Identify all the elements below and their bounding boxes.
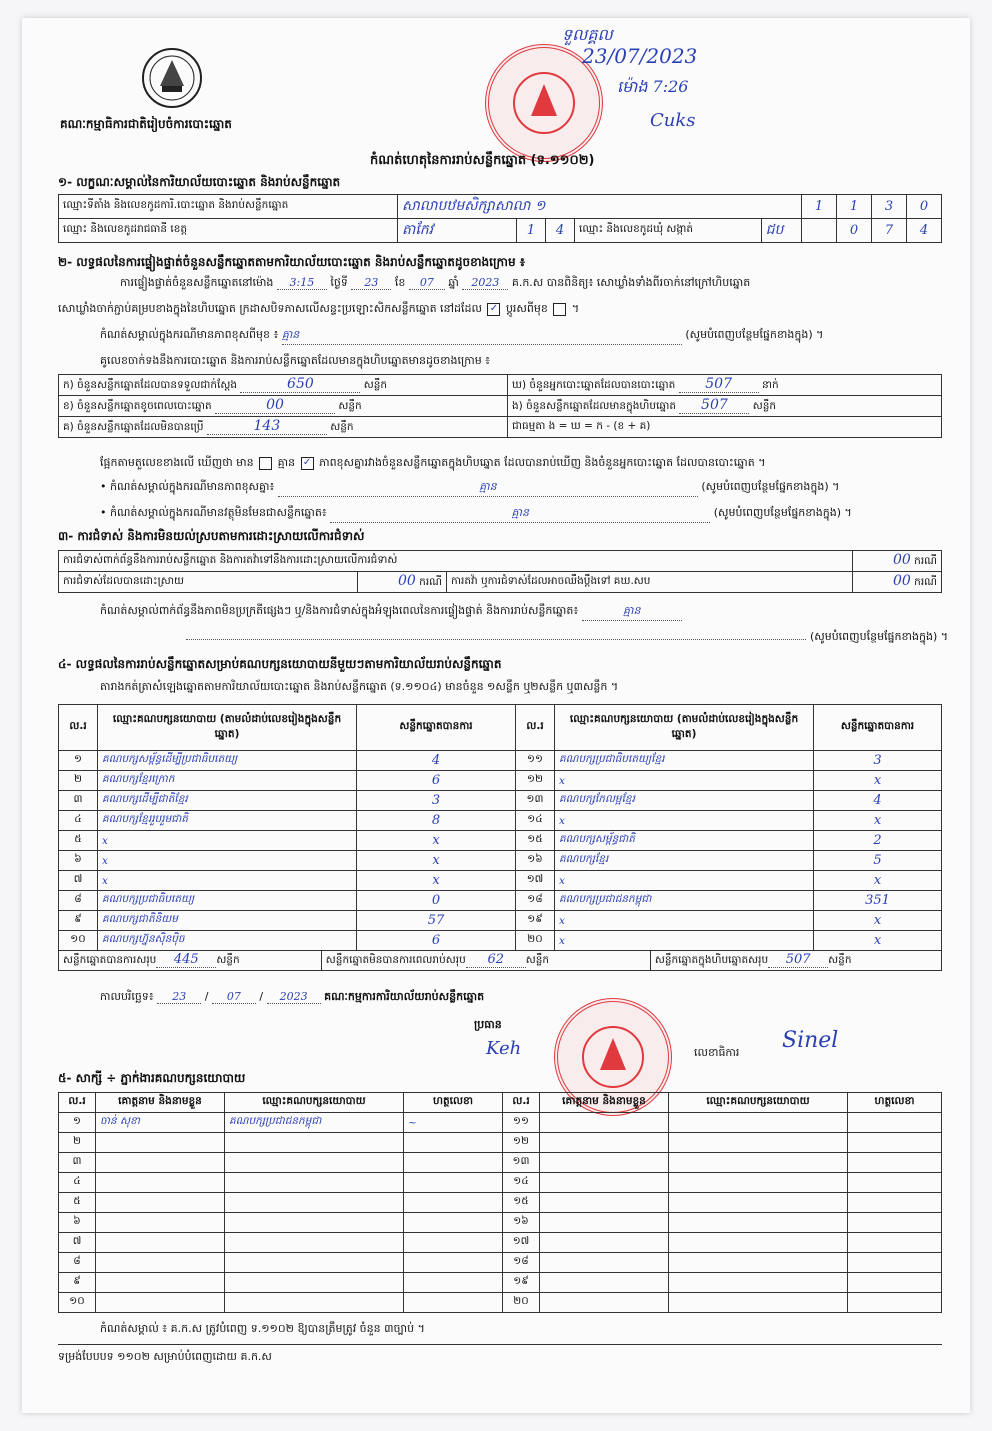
party-number: ៤ <box>59 811 98 831</box>
verification-line: ការផ្ទៀងផ្ទាត់ចំនួនសន្លឹកឆ្នោតនៅម៉ោង 3:15 ថ្ងៃទី 23 ខែ 07 ឆ្នាំ 2023 គ.ក.ស បានពិនិត្យ៖ សោឃ្លាំងទាំងពីរចាក់នៅក្រៅហិបឆ្នោត <box>120 276 751 289</box>
party-number: ៩ <box>59 911 98 931</box>
party-name: គណបក្សប្រជាធិបតេយ្យខ្មែរ <box>555 751 814 771</box>
party-votes: 5 <box>814 851 942 871</box>
note1-value: គ្មាន <box>282 328 682 345</box>
section4-heading: ៤- លទ្ធផលនៃការរាប់សន្លឹកឆ្នោតសម្រាប់គណបក្សនយោបាយនីមួយៗតាមការិយាល័យរាប់សន្លឹកឆ្នោត <box>58 657 502 671</box>
secretary-signature: Sinel <box>782 1028 839 1053</box>
witness-number: ១១ <box>503 1113 540 1133</box>
witness-number: ១៦ <box>503 1213 540 1233</box>
bullet1-value: គ្មាន <box>278 480 698 497</box>
party-name: គណបក្សជាតិនិយម <box>98 911 357 931</box>
witness-party <box>669 1133 848 1153</box>
witness-signature <box>404 1293 503 1313</box>
witness-number: ១០ <box>59 1293 96 1313</box>
party-name: x <box>555 911 814 931</box>
witness-signature <box>404 1153 503 1173</box>
received-label: ក) ចំនួនសន្លឹកឆ្នោតដែលបានទទួលជាក់ស្តែង <box>63 379 238 391</box>
witness-row <box>59 1293 942 1313</box>
witness-name <box>96 1133 225 1153</box>
witness-party <box>225 1233 404 1253</box>
results-row <box>59 791 942 811</box>
commune-code-3: 4 <box>907 219 942 243</box>
party-votes: 4 <box>814 791 942 811</box>
committee-name: គណៈកម្មាធិការជាតិរៀបចំការបោះឆ្នោត <box>60 117 232 131</box>
party-number: ១៨ <box>516 891 555 911</box>
location-table <box>58 194 942 243</box>
bullet2-line: • កំណត់សម្គាល់ក្នុងករណីមានវត្ថុមិនមែនជាសន្លឹកឆ្នោត៖ គ្មាន (សូមបំពេញបន្ថែមផ្នែកខាងក្នុង) ។ <box>100 506 950 523</box>
party-number: ២០ <box>516 931 555 951</box>
witness-number: ១៤ <box>503 1173 540 1193</box>
note1-line: កំណត់សម្គាល់ក្នុងករណីមានភាពខុសពីមុខ ៖ គ្មាន (សូមបំពេញបន្ថែមផ្នែកខាងក្នុង) ។ <box>100 328 950 345</box>
witness-body <box>59 1113 942 1313</box>
party-number: ១២ <box>516 771 555 791</box>
spoiled-label: ខ) ចំនួនសន្លឹកឆ្នោតខូចពេលបោះឆ្នោត <box>63 400 212 412</box>
witness-signature <box>404 1193 503 1213</box>
section4-intro: តារាងកត់ត្រាសំឡេងឆ្នោតតាមការិយាល័យបោះឆ្នោត និងរាប់សន្លឹកឆ្នោត (ទ.១១០៤) មានចំនួន ១សន្លឹក ឬ២សន្លឹក ឬ៣សន្លឹក ។ <box>100 680 619 693</box>
party-number: ១៥ <box>516 831 555 851</box>
unused-value: 143 <box>207 418 327 435</box>
witness-signature <box>848 1233 942 1253</box>
party-number: ១១ <box>516 751 555 771</box>
witness-number: ១៩ <box>503 1273 540 1293</box>
commune-name: ជប <box>765 222 784 238</box>
section5-heading: ៥- សាក្សី ÷ ភ្នាក់ងារគណបក្សនយោបាយ <box>58 1071 246 1085</box>
date-day: 23 <box>157 990 201 1004</box>
party-name: គណបក្សហ្វ៊ុនស៊ិនប៉ិច <box>98 931 357 951</box>
witness-number: ៩ <box>59 1273 96 1293</box>
witness-signature <box>404 1173 503 1193</box>
witness-number: ៣ <box>59 1153 96 1173</box>
witness-number: ១៣ <box>503 1153 540 1173</box>
objection-label: ការជំទាស់ពាក់ព័ន្ធនឹងការរាប់សន្លឹកឆ្នោត និងការតវ៉ាទៅនឹងការដោះស្រាយលើការជំទាស់ <box>59 551 853 572</box>
party-number: ៦ <box>59 851 98 871</box>
witness-name <box>540 1153 669 1173</box>
witness-number: ១៧ <box>503 1233 540 1253</box>
party-name: x <box>98 851 357 871</box>
form-title: កំណត់ហេតុនៃការរាប់សន្លឹកឆ្នោត (ទ.១១០២) <box>370 153 595 168</box>
witness-row <box>59 1193 942 1213</box>
witness-party <box>225 1193 404 1213</box>
stamp-emblem-icon <box>578 1022 648 1092</box>
witness-name <box>540 1253 669 1273</box>
party-name: គណបក្សខ្មែររួបរួមជាតិ <box>98 811 357 831</box>
results-row <box>59 911 942 931</box>
seal-ok-checkbox[interactable]: ✓ <box>487 303 500 316</box>
witness-name <box>540 1193 669 1213</box>
section1-heading: ១- លក្ខណៈសម្គាល់នៃការិយាល័យបោះឆ្នោត និងរាប់សន្លឹកឆ្នោត <box>58 175 341 189</box>
party-number: ១៣ <box>516 791 555 811</box>
ballot-count-table: ក) ចំនួនសន្លឹកឆ្នោតដែលបានទទួលជាក់ស្តែង 650 សន្លឹក ឃ) ចំនួនអ្នកបោះឆ្នោតដែលបានបោះឆ្នោត 507 នាក់ ខ) ចំនួនសន្លឹកឆ្នោតខូចពេលបោះឆ្នោត 00 សន្លឹក ង) ចំនួនសន្លឹកឆ្នោតដែលមានក្នុងហិបឆ្នោត 507 សន្លឹក គ) ចំនួនសន្លឹកឆ្នោតដែលមិនបានប្រើ 143 សន្លឹក ជាធម្មតា ង = ឃ = ក - (ខ + គ) <box>58 374 942 438</box>
witness-party <box>669 1253 848 1273</box>
province-name: តាកែវ <box>398 219 517 243</box>
witness-signature <box>404 1133 503 1153</box>
date-line: កាលបរិច្ឆេទ៖ 23 / 07 / 2023 គណៈកម្មការការិយាល័យរាប់សន្លឹកឆ្នោត <box>100 990 485 1003</box>
province-code-2: 4 <box>546 219 575 242</box>
results-body <box>59 751 942 951</box>
discrepancy-line: ផ្អែកតាមតួលេខខាងលើ ឃើញថា មាន គ្មាន ✓ ភាពខុសគ្នារវាងចំនួនសន្លឹកឆ្នោតក្នុងហិបឆ្នោត ដែលបានរាប់ឃើញ និងចំនួនអ្នកបោះឆ្នោត ដែលបានបោះឆ្នោត ។ <box>100 456 766 469</box>
verification-day: 23 <box>351 276 391 290</box>
witness-party <box>225 1273 404 1293</box>
witness-signature <box>404 1273 503 1293</box>
witness-number: ១ <box>59 1113 96 1133</box>
in-box-label: ង) ចំនួនសន្លឹកឆ្នោតដែលមានក្នុងហិបឆ្នោត <box>512 400 677 412</box>
witness-signature <box>848 1113 942 1133</box>
party-votes: x <box>814 771 942 791</box>
witness-party <box>669 1153 848 1173</box>
seal-changed-checkbox[interactable] <box>553 303 566 316</box>
witness-party <box>669 1213 848 1233</box>
witness-name: ចាន់ សុខា <box>96 1113 225 1133</box>
witness-party <box>669 1113 848 1133</box>
witness-number: ៥ <box>59 1193 96 1213</box>
party-votes: 2 <box>814 831 942 851</box>
witness-name <box>540 1133 669 1153</box>
party-name: x <box>555 811 814 831</box>
discrepancy-none-checkbox[interactable]: ✓ <box>301 457 314 470</box>
witness-signature <box>404 1233 503 1253</box>
witness-party <box>669 1233 848 1253</box>
witness-name <box>540 1233 669 1253</box>
results-row <box>59 811 942 831</box>
results-row <box>59 871 942 891</box>
witness-signature <box>848 1193 942 1213</box>
witness-signature <box>848 1253 942 1273</box>
unused-label: គ) ចំនួនសន្លឹកឆ្នោតដែលមិនបានប្រើ <box>63 421 204 433</box>
results-row <box>59 891 942 911</box>
party-votes: 3 <box>357 791 516 811</box>
secretary-label: លេខាធិការ <box>694 1046 740 1059</box>
province-label: ឈ្មោះ និងលេខកូដរាជធានី ខេត្ត <box>59 219 398 243</box>
verification-month: 07 <box>409 276 445 290</box>
witness-number: ៤ <box>59 1173 96 1193</box>
footnote: កំណត់សម្គាល់ ៖ គ.ក.ស ត្រូវបំពេញ ទ.១១០២ ឱ្យបានត្រឹមត្រូវ ចំនួន ៣ច្បាប់ ។ <box>100 1322 425 1335</box>
verification-year: 2023 <box>462 276 508 290</box>
total-in-box: 507 <box>768 952 828 968</box>
witness-party <box>225 1213 404 1233</box>
nec-emblem-icon <box>140 46 204 110</box>
witness-name <box>96 1273 225 1293</box>
discrepancy-yes-checkbox[interactable] <box>259 457 272 470</box>
party-name: x <box>98 871 357 891</box>
stamp-emblem-icon <box>509 68 579 138</box>
party-votes: x <box>814 811 942 831</box>
results-row <box>59 851 942 871</box>
witness-party <box>225 1133 404 1153</box>
bullet2-value: គ្មាន <box>330 506 710 523</box>
party-number: ១ <box>59 751 98 771</box>
witness-name <box>96 1153 225 1173</box>
signature-top: Cuks <box>650 110 696 131</box>
witness-name <box>540 1213 669 1233</box>
party-votes: x <box>814 871 942 891</box>
location-code-3: 3 <box>872 195 907 219</box>
witness-signature <box>848 1293 942 1313</box>
witness-party <box>669 1293 848 1313</box>
results-row <box>59 751 942 771</box>
verification-time: 3:15 <box>277 276 327 290</box>
commune-code-1: 0 <box>837 219 872 243</box>
party-name: គណបក្សកែលម្អខ្មែរ <box>555 791 814 811</box>
witness-number: ២០ <box>503 1293 540 1313</box>
witness-number: ១៨ <box>503 1253 540 1273</box>
party-votes: x <box>357 871 516 891</box>
witness-party <box>669 1273 848 1293</box>
party-number: ៣ <box>59 791 98 811</box>
objection-value: 00 <box>893 552 911 568</box>
witness-name <box>540 1113 669 1133</box>
results-row <box>59 931 942 951</box>
section3-heading: ៣- ការជំទាស់ និងការមិនយល់ស្របតាមការដោះស្រាយលើការជំទាស់ <box>58 529 365 543</box>
witness-party <box>225 1173 404 1193</box>
chair-label: ប្រធាន <box>474 1018 502 1031</box>
seal-check-line: សោឃ្លាំងចាក់ភ្ជាប់គម្របខាងក្នុងនៃហិបឆ្នោត ក្រដាសបិទភាសលើសន្ទះប្រឡោះសិកសន្លឹកឆ្នោត នៅដដែល ✓ ប្តូរសពីមុខ ។ <box>58 302 580 315</box>
witness-row <box>59 1273 942 1293</box>
party-number: ១៦ <box>516 851 555 871</box>
witness-row <box>59 1253 942 1273</box>
witness-signature <box>848 1133 942 1153</box>
spoiled-value: 00 <box>215 397 335 414</box>
handwritten-date: 23/07/2023 <box>582 44 698 68</box>
location-code-1: 1 <box>802 195 837 219</box>
voters-value: 507 <box>679 376 759 393</box>
party-votes: x <box>357 831 516 851</box>
appeal-value: 00 <box>893 573 911 589</box>
witness-signature: ~ <box>404 1113 503 1133</box>
witness-name <box>540 1173 669 1193</box>
party-votes: 6 <box>357 771 516 791</box>
party-votes: 351 <box>814 891 942 911</box>
party-votes: 0 <box>357 891 516 911</box>
party-votes: 6 <box>357 931 516 951</box>
witness-table: ល.រ គោត្តនាម និងនាមខ្លួន ឈ្មោះគណបក្សនយោបាយ ហត្ថលេខា ល.រ គោត្តនាម និងនាមខ្លួន ឈ្មោះគណបក្សនយោបាយ ហត្ថលេខា ១ ចាន់ សុខា គណបក្សប្រជាជនកម្ពុជា ~ ១១ ២ ១២ ៣ ១៣ ៤ ១៤ ៥ ១៥ ៦ ១៦ ៧ ១៧ ៨ ១៨ ៩ ១៩ ១០ ២០ <box>58 1092 942 1313</box>
witness-party <box>225 1153 404 1173</box>
total-valid: 445 <box>156 952 216 968</box>
total-invalid: 62 <box>466 952 526 968</box>
witness-name <box>540 1293 669 1313</box>
party-number: ៧ <box>59 871 98 891</box>
witness-row <box>59 1233 942 1253</box>
chair-signature: Keh <box>486 1038 522 1059</box>
bullet1-line: • កំណត់សម្គាល់ក្នុងករណីមានភាពខុសគ្នា៖ គ្មាន (សូមបំពេញបន្ថែមផ្នែកខាងក្នុង) ។ <box>100 480 950 497</box>
party-name: x <box>98 831 357 851</box>
witness-name <box>96 1293 225 1313</box>
results-row <box>59 831 942 851</box>
received-value: 650 <box>240 376 360 393</box>
party-number: ៥ <box>59 831 98 851</box>
party-votes: x <box>814 931 942 951</box>
witness-party <box>669 1193 848 1213</box>
witness-name <box>96 1213 225 1233</box>
party-name: គណបក្សសម្ព័ន្ធជាតិ <box>555 831 814 851</box>
party-name: គណបក្សខ្មែរ <box>555 851 814 871</box>
party-name: គណបក្សប្រជាធិបតេយ្យ <box>98 891 357 911</box>
witness-number: ១២ <box>503 1133 540 1153</box>
party-number: ១៩ <box>516 911 555 931</box>
party-number: ៨ <box>59 891 98 911</box>
party-name: x <box>555 771 814 791</box>
party-name: គណបក្សសម្ព័ន្ធដើម្បីប្រជាធិបតេយ្យ <box>98 751 357 771</box>
voters-label: ឃ) ចំនួនអ្នកបោះឆ្នោតដែលបានបោះឆ្នោត <box>512 379 676 391</box>
form-note: ទម្រង់បែបបទ ១១០២ សម្រាប់បំពេញដោយ គ.ក.ស <box>58 1350 272 1363</box>
section3-note-value: គ្មាន <box>582 604 682 621</box>
party-votes: x <box>357 851 516 871</box>
witness-number: ១៥ <box>503 1193 540 1213</box>
location-label: ឈ្មោះទីតាំង និងលេខកូដការិ.បោះឆ្នោត និងរាប់សន្លឹកឆ្នោត <box>59 195 398 219</box>
witness-name <box>540 1273 669 1293</box>
province-code-1: 1 <box>517 219 546 243</box>
resolved-value: 00 <box>398 573 416 589</box>
party-name: គណបក្សខ្មែរក្រោក <box>98 771 357 791</box>
witness-signature <box>848 1153 942 1173</box>
results-table: ល.រ ឈ្មោះគណបក្សនយោបាយ (តាមលំដាប់លេខរៀងក្នុងសន្លឹកឆ្នោត) សន្លឹកឆ្នោតបានការ ល.រ ឈ្មោះគណបក្សនយោបាយ (តាមលំដាប់លេខរៀងក្នុងសន្លឹកឆ្នោត) សន្លឹកឆ្នោតបានការ ១ គណបក្សសម្ព័ន្ធដើម្បីប្រជាធិបតេយ្យ 4 ១១ គណបក្សប្រជាធិបតេយ្យខ្មែរ 3 ២ គណបក្សខ្មែរក្រោក 6 ១២ x x ៣ គណបក្សដើម្បីជាតិខ្មែរ 3 ១៣ គណបក្សកែលម្អខ្មែរ 4 ៤ គណបក្សខ្មែររួបរួមជាតិ 8 ១៤ x x ៥ x x ១៥ គណបក្សសម្ព័ន្ធជាតិ 2 ៦ x x ១៦ គណបក្សខ្មែរ 5 ៧ x x ១៧ x x ៨ គណបក្សប្រជាធិបតេយ្យ 0 ១៨ គណបក្សប្រជាជនកម្ពុជា 351 ៩ គណបក្សជាតិនិយម 57 ១៩ x x ១០ គណបក្សហ្វ៊ុនស៊ិនប៉ិច 6 ២០ x x សន្លឹកឆ្នោតបានការសរុប 445 សន្លឹក សន្លឹកឆ្នោតមិនបានការពេលរាប់សរុប 62 សន្លឹក សន្លឹកឆ្នោតក្នុងហិបឆ្នោតសរុប 507 សន្លឹក <box>58 704 942 971</box>
party-name: x <box>555 871 814 891</box>
resolved-label: ការជំទាស់ដែលបានដោះស្រាយ <box>59 572 358 593</box>
witness-signature <box>848 1213 942 1233</box>
witness-signature <box>848 1273 942 1293</box>
witness-row <box>59 1173 942 1193</box>
witness-party <box>225 1253 404 1273</box>
witness-row <box>59 1133 942 1153</box>
witness-name <box>96 1173 225 1193</box>
formula: ជាធម្មតា ង = ឃ = ក - (ខ + គ) <box>508 417 942 438</box>
location-code-2: 1 <box>837 195 872 219</box>
section2-heading: ២- លទ្ធផលនៃការផ្ទៀងផ្ទាត់ចំនួនសន្លឹកឆ្នោតតាមការិយាល័យបោះឆ្នោត និងរាប់សន្លឹកឆ្នោតដូចខាងក្រោម ៖ <box>58 255 526 269</box>
date-month: 07 <box>212 990 256 1004</box>
witness-party <box>225 1293 404 1313</box>
form-page: គណៈកម្មាធិការជាតិរៀបចំការបោះឆ្នោត ទួលគ្គល 23/07/2023 ម៉ោង 7:26 Cuks កំណត់ហេតុនៃការរាប់សន្លឹកឆ្នោត (ទ.១១០២) ១- លក្ខណៈសម្គាល់នៃការិយាល័យបោះឆ្នោត និងរាប់សន្លឹកឆ្នោត ឈ្មោះទីតាំង និងលេខកូដការិ.បោះឆ្នោត និងរាប់សន្លឹកឆ្នោត សាលាបឋមសិក្សាសាលា ១ 1 1 3 0 ឈ្មោះ និងលេខកូដរាជធានី ខេត្ត តាកែវ 1 4 ឈ្មោះ និងលេខកូដឃុំ សង្កាត់ ជប 0 7 4 ២- លទ្ធផលនៃការផ្ទៀងផ្ទាត់ចំនួនសន្លឹកឆ្នោតតាមការិយាល័យបោះឆ្នោត និងរាប់សន្លឹកឆ្នោតដូចខាងក្រោម ៖ ការផ្ទៀងផ្ទាត់ចំនួនសន្លឹកឆ្នោតនៅម៉ោង 3:15 ថ្ងៃទី 23 ខែ 07 ឆ្នាំ 2023 គ.ក.ស បានពិនិត្យ៖ សោឃ្លាំងទាំងពីរចាក់នៅក្រៅហិបឆ្នោត សោឃ្លាំងចាក់ភ្ជាប់គម្របខាងក្នុងនៃហិបឆ្នោត ក្រដាសបិទភាសលើសន្ទះប្រឡោះសិកសន្លឹកឆ្នោត នៅដដែល ✓ ប្តូរសពីមុខ ។ កំណត់សម្គាល់ក្នុងករណីមានភាពខុសពីមុខ ៖ គ្មាន (សូមបំពេញបន្ថែមផ្នែកខាងក្នុង) ។ គូលេខចាក់ទងនឹងការបោះឆ្នោត និងការរាប់សន្លឹកឆ្នោតដែលមានក្នុងហិបឆ្នោតមានដូចខាងក្រោម ៖ ក) ចំនួនសន្លឹកឆ្នោតដែលបានទទួលជាក់ស្តែង 650 សន្លឹក ឃ) ចំនួនអ្នកបោះឆ្នោតដែលបានបោះឆ្នោត 507 នាក់ ខ) ចំនួនសន្លឹកឆ្នោតខូចពេលបោះឆ្នោត 00 សន្លឹក ង) ចំនួនសន្លឹកឆ្នោតដែលមានក្នុងហិបឆ្នោត 507 សន្លឹក គ) ចំនួនសន្លឹកឆ្នោតដែលមិនបានប្រើ 143 សន្លឹក ជាធម្មតា ង = ឃ = ក - (ខ + គ) ផ្អែកតាមតួលេខខាងលើ ឃើញថា មាន គ្មាន ✓ ភាពខុសគ្នារវាងចំនួនសន្លឹកឆ្នោតក្នុងហិបឆ្នោត ដែលបានរាប់ឃើញ និងចំនួនអ្នកបោះឆ្នោត ដែលបានបោះឆ្នោត ។ • កំណត់សម្គាល់ក្នុងករណីមានភាពខុសគ្នា៖ គ្មាន (សូមបំពេញបន្ថែមផ្នែកខាងក្នុង) ។ • កំណត់សម្គាល់ក្នុងករណីមានវត្ថុមិនមែនជាសន្លឹកឆ្នោត៖ គ្មាន (សូមបំពេញបន្ថែមផ្នែកខាងក្នុង) ។ ៣- ការជំទាស់ និងការមិនយល់ស្របតាមការដោះស្រាយលើការជំទាស់ ការជំទាស់ពាក់ព័ន្ធនឹងការរាប់សន្លឹកឆ្នោត និងការតវ៉ាទៅនឹងការដោះស្រាយលើការជំទាស់ 00 ករណី ការជំទាស់ដែលបានដោះស្រាយ 00 ករណី ការតវ៉ា ឬការជំទាស់ដែលអាចឈឹងប្តឹងទៅ គឃ.សប 00 ករណី កំណត់សម្គាល់ពាក់ព័ន្ធនឹងភាពមិនប្រក្រតីផ្សេងៗ ឬ/និងការជំទាស់ក្នុងអំឡុងពេលនៃការផ្ទៀងផ្ទាត់ និងការរាប់សន្លឹកឆ្នោត៖ គ្មាន (សូមបំពេញបន្ថែមផ្នែកខាងក្នុង) ។ ៤- លទ្ធផលនៃការរាប់សន្លឹកឆ្នោតសម្រាប់គណបក្សនយោបាយនីមួយៗតាមការិយាល័យរាប់សន្លឹកឆ្នោត តារាងកត់ត្រាសំឡេងឆ្នោតតាមការិយាល័យបោះឆ្នោត និងរាប់សន្លឹកឆ្នោត (ទ.១១០៤) មានចំនួន ១សន្លឹក ឬ២សន្លឹក ឬ៣សន្លឹក ។ ល.រ ឈ្មោះគណបក្សនយោបាយ (តាមលំដាប់លេខរៀងក្នុងសន្លឹកឆ្នោត) សន្លឹកឆ្នោតបានការ ល.រ ឈ្មោះគណបក្សនយោបាយ (តាមលំដាប់លេខរៀងក្នុងសន្លឹកឆ្នោត) សន្លឹកឆ្នោតបានការ ១ គណបក្សសម្ព័ន្ធដើម្បីប្រជាធិបតេយ្យ 4 ១១ គណបក្សប្រជាធិបតេយ្យខ្មែរ 3 ២ គណបក្សខ្មែរក្រោក 6 ១២ x x ៣ គណបក្សដើម្បីជាតិខ្មែរ 3 ១៣ គណបក្សកែលម្អខ្មែរ 4 ៤ គណបក្សខ្មែររួបរួមជាតិ 8 ១៤ x x ៥ x x ១៥ គណបក្សសម្ព័ន្ធជាតិ 2 ៦ x x ១៦ គណបក្សខ្មែរ 5 ៧ x x ១៧ x x ៨ គណបក្សប្រជាធិបតេយ្យ 0 ១៨ គណបក្សប្រជាជនកម្ពុជា 351 ៩ គណបក្សជាតិនិយម 57 ១៩ x x ១០ គណបក្សហ្វ៊ុនស៊ិនប៉ិច 6 ២០ x x សន្លឹកឆ្នោតបានការសរុប 445 សន្លឹក សន្លឹកឆ្នោតមិនបានការពេលរាប់សរុប 62 សន្លឹក សន្លឹកឆ្នោតក្នុងហិបឆ្នោតសរុប 507 សន្លឹក កាលបរិច្ឆេទ៖ 23 / 07 / 2023 គណៈកម្មការការិយាល័យរាប់សន្លឹកឆ្នោត ប្រធាន Keh លេខាធិការ Sinel ៥- សាក្សី ÷ ភ្នាក់ងារគណបក្សនយោបាយ ល.រ គោត្តនាម និងនាមខ្លួន ឈ្មោះគណបក្សនយោបាយ ហត្ថលេខា ល.រ គោត្តនាម និងនាមខ្លួន ឈ្មោះគណបក្សនយោបាយ ហត្ថលេខា ១ ចាន់ សុខា គណបក្សប្រជាជនកម្ពុជា ~ ១១ ២ ១២ ៣ ១៣ ៤ ១៤ ៥ ១៥ ៦ ១៦ ៧ ១៧ ៨ ១៨ ៩ ១៩ ១០ ២០ កំណត់សម្គាល់ ៖ គ.ក.ស ត្រូវបំពេញ ទ.១១០២ ឱ្យបានត្រឹមត្រូវ ចំនួន ៣ច្បាប់ ។ ទម្រង់បែបបទ ១១០២ សម្រាប់បំពេញដោយ គ.ក.ស <box>22 18 970 1413</box>
section3-note: កំណត់សម្គាល់ពាក់ព័ន្ធនឹងភាពមិនប្រក្រតីផ្សេងៗ ឬ/និងការជំទាស់ក្នុងអំឡុងពេលនៃការផ្ទៀងផ្ទាត់ និងការរាប់សន្លឹកឆ្នោត៖ គ្មាន <box>100 604 950 621</box>
party-number: ២ <box>59 771 98 791</box>
counts-intro: គូលេខចាក់ទងនឹងការបោះឆ្នោត និងការរាប់សន្លឹកឆ្នោតដែលមានក្នុងហិបឆ្នោតមានដូចខាងក្រោម ៖ <box>100 354 491 367</box>
witness-row <box>59 1213 942 1233</box>
witness-signature <box>404 1253 503 1273</box>
witness-signature <box>404 1213 503 1233</box>
location-code-4: 0 <box>907 195 942 219</box>
witness-name <box>96 1253 225 1273</box>
witness-number: ៧ <box>59 1233 96 1253</box>
party-votes: 3 <box>814 751 942 771</box>
witness-party <box>669 1173 848 1193</box>
handwritten-location: ទួលគ្គល <box>562 25 613 44</box>
commune-label: ឈ្មោះ និងលេខកូដឃុំ សង្កាត់ <box>575 219 762 242</box>
party-votes: x <box>814 911 942 931</box>
objection-table: ការជំទាស់ពាក់ព័ន្ធនឹងការរាប់សន្លឹកឆ្នោត និងការតវ៉ាទៅនឹងការដោះស្រាយលើការជំទាស់ 00 ករណី ការជំទាស់ដែលបានដោះស្រាយ 00 ករណី ការតវ៉ា ឬការជំទាស់ដែលអាចឈឹងប្តឹងទៅ គឃ.សប 00 ករណី <box>58 550 942 593</box>
witness-number: ៨ <box>59 1253 96 1273</box>
witness-signature <box>848 1173 942 1193</box>
witness-row <box>59 1113 942 1133</box>
in-box-value: 507 <box>679 397 749 414</box>
date-year: 2023 <box>267 990 321 1004</box>
party-number: ១០ <box>59 931 98 951</box>
party-votes: 4 <box>357 751 516 771</box>
party-votes: 57 <box>357 911 516 931</box>
witness-number: ៦ <box>59 1213 96 1233</box>
witness-number: ២ <box>59 1133 96 1153</box>
witness-name <box>96 1233 225 1253</box>
appeal-label: ការតវ៉ា ឬការជំទាស់ដែលអាចឈឹងប្តឹងទៅ គឃ.សប <box>447 572 853 593</box>
party-number: ១៧ <box>516 871 555 891</box>
party-votes: 8 <box>357 811 516 831</box>
location-name: សាលាបឋមសិក្សាសាលា ១ <box>398 195 802 219</box>
party-number: ១៤ <box>516 811 555 831</box>
witness-row <box>59 1153 942 1173</box>
results-row <box>59 771 942 791</box>
party-name: គណបក្សប្រជាជនកម្ពុជា <box>555 891 814 911</box>
commune-code-2: 7 <box>872 219 907 243</box>
party-name: គណបក្សដើម្បីជាតិខ្មែរ <box>98 791 357 811</box>
witness-party: គណបក្សប្រជាជនកម្ពុជា <box>225 1113 404 1133</box>
party-name: x <box>555 931 814 951</box>
handwritten-time: ម៉ោង 7:26 <box>617 77 689 96</box>
witness-name <box>96 1193 225 1213</box>
